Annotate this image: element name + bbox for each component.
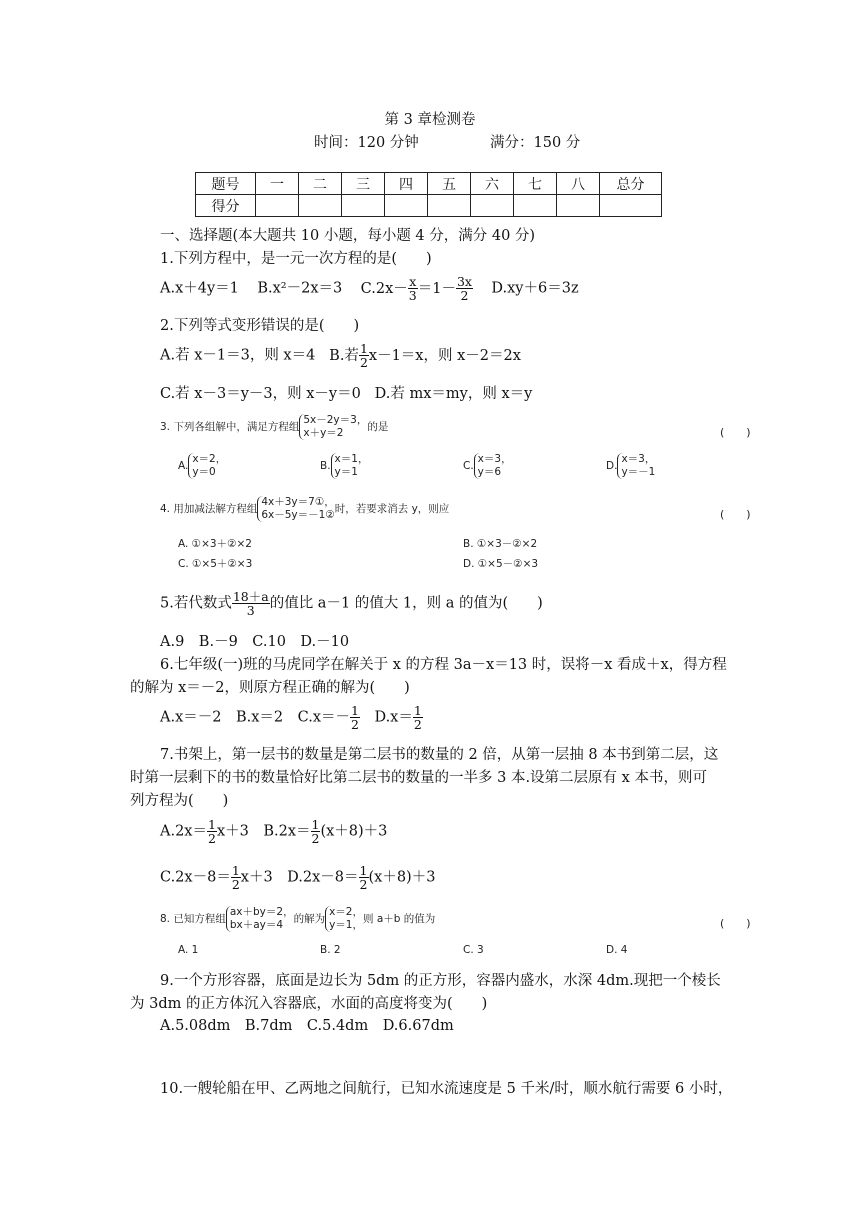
q2-option-d: D.若 mx＝my，则 x＝y bbox=[374, 386, 533, 402]
answer-bracket: ( ) bbox=[720, 917, 751, 930]
score-input-cell[interactable] bbox=[600, 195, 662, 217]
q1-option-c: C.2x－ $\frac{x}{3}$ ＝1－ $\frac{3x}{2}$ bbox=[360, 274, 472, 304]
answer-bracket: ( ) bbox=[720, 426, 751, 439]
q1-option-a: A.x＋4y＝1 bbox=[160, 280, 239, 297]
score-input-cell[interactable] bbox=[342, 195, 385, 217]
q7-line3: 列方程为( ) bbox=[130, 793, 229, 809]
table-cell: 五 bbox=[428, 173, 471, 195]
q10-line1: 10.一艘轮船在甲、乙两地之间航行，已知水流速度是 5 千米/时，顺水航行需要 6 小时， bbox=[160, 1081, 733, 1097]
q9-line2: 为 3dm 的正方体沉入容器底，水面的高度将变为( ) bbox=[130, 996, 488, 1012]
table-cell: 题号 bbox=[196, 173, 256, 195]
q7-options-cd: C.2x－8＝ $\frac{1}{2}$ x＋3 D.2x－8＝ $\frac{1}{2}$ (x＋8)＋3 bbox=[160, 863, 436, 893]
exam-time: 时间：120 分钟 bbox=[314, 135, 419, 151]
q2-stem: 2.下列等式变形错误的是( ) bbox=[160, 318, 360, 334]
table-cell: 三 bbox=[342, 173, 385, 195]
score-input-cell[interactable] bbox=[557, 195, 600, 217]
exam-title: 第 3 章检测卷 bbox=[384, 112, 476, 128]
q4-option-a: A. ①×3＋②×2 bbox=[178, 538, 252, 550]
score-input-cell[interactable] bbox=[256, 195, 299, 217]
q8-stem: 8. 已知方程组 ax＋by＝2， bx＋ay＝4 的解为 x＝2， y＝1， 则 a＋b 的值为 bbox=[160, 906, 436, 932]
score-table-header-row bbox=[196, 173, 662, 195]
q9-options: A.5.08dm B.7dm C.5.4dm D.6.67dm bbox=[160, 1018, 454, 1034]
q4-option-b: B. ①×3－②×2 bbox=[463, 538, 538, 550]
table-cell: 七 bbox=[514, 173, 557, 195]
q3-option-b: B. x＝1， y＝1 bbox=[320, 453, 369, 479]
score-input-cell[interactable] bbox=[428, 195, 471, 217]
answer-bracket: ( ) bbox=[720, 508, 751, 521]
q1-option-b: B.x²－2x＝3 bbox=[257, 280, 343, 297]
q1-option-d: D.xy＋6＝3z bbox=[491, 280, 579, 297]
q2-options-ab bbox=[160, 342, 521, 369]
equation-system: 4x＋3y＝7①， 6x－5y＝－1② bbox=[257, 496, 334, 522]
q1-stem: 1.下列方程中，是一元一次方程的是( ) bbox=[160, 251, 432, 267]
table-cell: 六 bbox=[471, 173, 514, 195]
q3-option-d: D. x＝3， y＝－1 bbox=[606, 453, 656, 479]
score-table-score-row bbox=[196, 195, 662, 217]
section-heading: 一、选择题(本大题共 10 小题，每小题 4 分，满分 40 分) bbox=[160, 228, 536, 244]
table-cell: 二 bbox=[299, 173, 342, 195]
q3-stem: 3. 下列各组解中，满足方程组 5x－2y＝3， x＋y＝2 的是 bbox=[160, 414, 389, 440]
table-cell: 四 bbox=[385, 173, 428, 195]
q1-options bbox=[160, 275, 579, 302]
q4-option-c: C. ①×5＋②×3 bbox=[178, 558, 253, 570]
score-input-cell[interactable] bbox=[385, 195, 428, 217]
fraction: $\frac{18+a}{3}$ bbox=[232, 589, 269, 619]
equation-system: 5x－2y＝3， x＋y＝2 bbox=[299, 414, 367, 440]
q4-option-d: D. ①×5－②×3 bbox=[463, 558, 539, 570]
q6-line1: 6.七年级(一)班的马虎同学在解关于 x 的方程 3a－x＝13 时，误将－x 看成＋x，得方程 bbox=[160, 657, 727, 673]
q4-stem: 4. 用加减法解方程组 4x＋3y＝7①， 6x－5y＝－1② 时，若要求消去 y，则应 bbox=[160, 496, 450, 522]
equation-system: x＝2， y＝1， bbox=[325, 906, 363, 932]
q7-line2: 时第一层剩下的书的数量恰好比第二层书的数量的一半多 3 本.设第二层原有 x 本书，则可 bbox=[130, 770, 707, 786]
q5-options: A.9 B.－9 C.10 D.－10 bbox=[160, 634, 350, 650]
q8-option-c: C. 3 bbox=[463, 944, 484, 956]
q2-options-cd bbox=[160, 382, 532, 403]
table-cell: 八 bbox=[557, 173, 600, 195]
fraction: $\frac{1}{2}$ bbox=[359, 341, 368, 371]
fraction: $\frac{1}{2}$ bbox=[311, 817, 320, 847]
table-cell: 一 bbox=[256, 173, 299, 195]
fraction: $\frac{3x}{2}$ bbox=[456, 274, 472, 304]
q7-options-ab: A.2x＝ $\frac{1}{2}$ x＋3 B.2x＝ $\frac{1}{2}$ (x＋8)＋3 bbox=[160, 817, 388, 847]
fraction: $\frac{1}{2}$ bbox=[359, 863, 368, 893]
q8-option-b: B. 2 bbox=[320, 944, 341, 956]
q8-option-d: D. 4 bbox=[606, 944, 628, 956]
equation-system: ax＋by＝2， bx＋ay＝4 bbox=[226, 906, 294, 932]
fraction: $\frac{1}{2}$ bbox=[351, 703, 359, 733]
q2-option-c: C.若 x－3＝y－3，则 x－y＝0 bbox=[160, 386, 361, 402]
q3-option-c: C. x＝3， y＝6 bbox=[463, 453, 512, 479]
q2-option-a: A.若 x－1＝3，则 x＝4 bbox=[160, 347, 316, 364]
q6-line2: 的解为 x＝－2，则原方程正确的解为( ) bbox=[130, 680, 410, 696]
q3-option-a: A. x＝2， y＝0 bbox=[178, 453, 227, 479]
fraction: $\frac{1}{2}$ bbox=[207, 817, 216, 847]
fraction: $\frac{x}{3}$ bbox=[408, 274, 417, 304]
q5-stem: 5.若代数式 $\frac{18+a}{3}$ 的值比 a－1 的值大 1，则 a 的值为( ) bbox=[160, 589, 543, 619]
q8-option-a: A. 1 bbox=[178, 944, 199, 956]
fraction: $\frac{1}{2}$ bbox=[231, 863, 240, 893]
score-input-cell[interactable] bbox=[299, 195, 342, 217]
q2-option-b: B.若 $\frac{1}{2}$ x－1＝x，则 x－2＝2x bbox=[329, 341, 521, 371]
score-input-cell[interactable] bbox=[514, 195, 557, 217]
table-cell: 总分 bbox=[600, 173, 662, 195]
q9-line1: 9.一个方形容器，底面是边长为 5dm 的正方形，容器内盛水，水深 4dm.现把一个棱长 bbox=[160, 973, 721, 989]
score-input-cell[interactable] bbox=[471, 195, 514, 217]
fraction: $\frac{1}{2}$ bbox=[413, 703, 422, 733]
q7-line1: 7.书架上，第一层书的数量是第二层书的数量的 2 倍，从第一层抽 8 本书到第二层，这 bbox=[160, 747, 719, 763]
table-cell: 得分 bbox=[196, 195, 256, 217]
exam-full-score: 满分：150 分 bbox=[490, 135, 581, 151]
q6-options: A.x＝－2 B.x＝2 C.x＝－ $\frac{1}{2}$ D.x＝ $\frac{1}{2}$ bbox=[160, 703, 422, 733]
score-table bbox=[195, 172, 662, 217]
